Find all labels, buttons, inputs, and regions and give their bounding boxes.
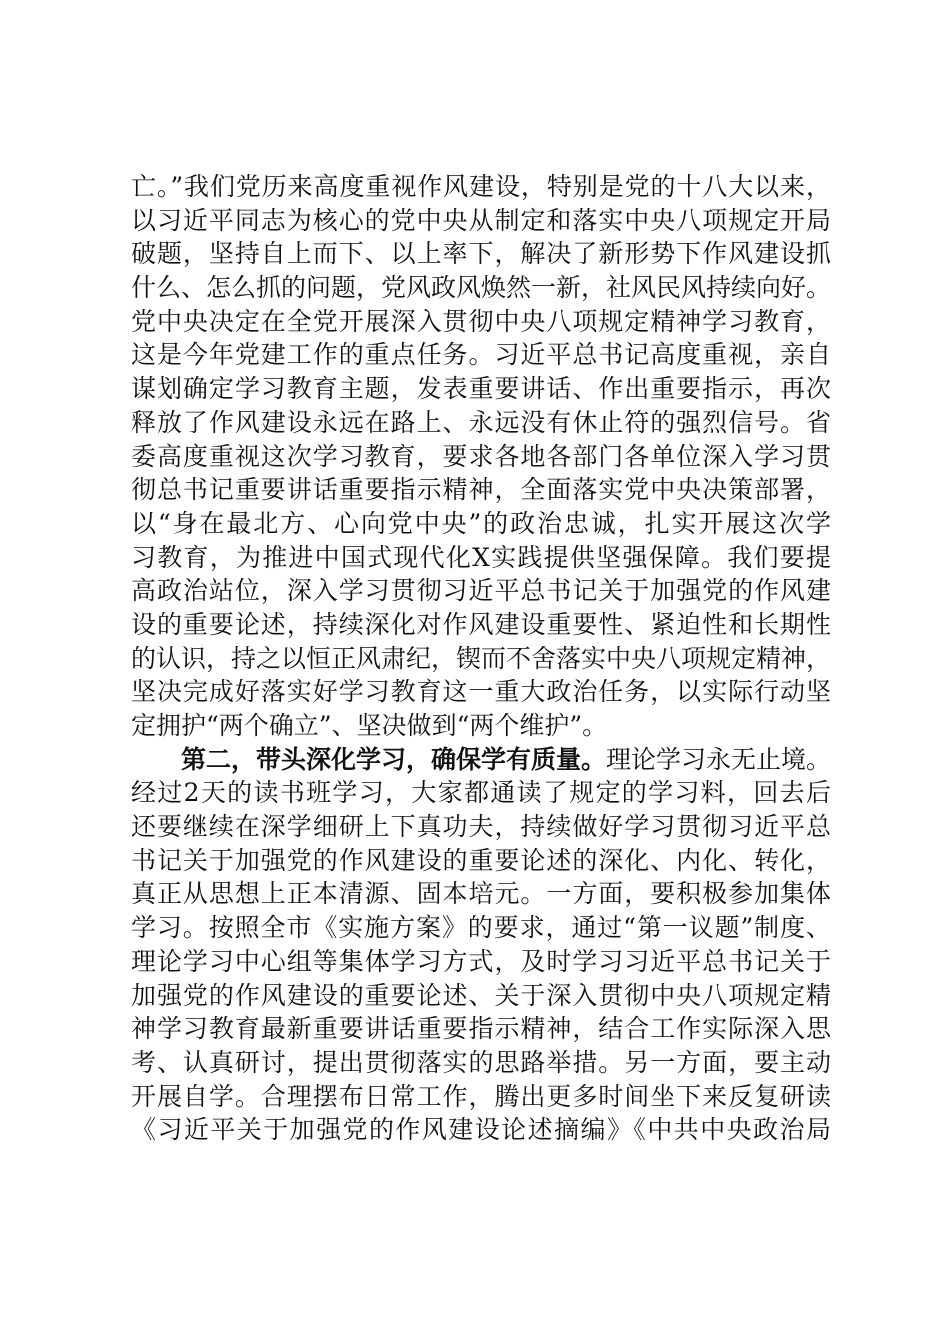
text-line: 《习近平关于加强党的作风建设论述摘编》《中共中央政治局 bbox=[131, 1115, 831, 1145]
heading-line-text: 理论学习永无止境。 bbox=[606, 744, 832, 774]
text-line: 神学习教育最新重要讲话重要指示精神，结合工作实际深入思 bbox=[131, 1014, 831, 1044]
text-line: 亡。”我们党历来高度重视作风建设，特别是党的十八大以来， bbox=[131, 172, 831, 201]
text-line: 谋划确定学习教育主题，发表重要讲话、作出重要指示，再次 bbox=[131, 374, 831, 404]
text-line: 的认识，持之以恒正风肃纪，锲而不舍落实中央八项规定精神， bbox=[131, 643, 832, 673]
text-line: 高政治站位，深入学习贯彻习近平总书记关于加强党的作风建 bbox=[131, 576, 831, 606]
text-line: 还要继续在深学细研上下真功夫，持续做好学习贯彻习近平总 bbox=[131, 812, 831, 842]
text-line: 彻总书记重要讲话重要指示精神，全面落实党中央决策部署， bbox=[131, 475, 831, 505]
paragraph-heading-line bbox=[131, 743, 831, 777]
text-line: 经过2天的读书班学习，大家都通读了规定的学习料，回去后 bbox=[131, 778, 831, 808]
text-line: 什么、怎么抓的问题，党风政风焕然一新，社风民风持续向好。 bbox=[131, 273, 832, 303]
text-line: 以习近平同志为核心的党中央从制定和落实中央八项规定开局 bbox=[131, 205, 831, 235]
text-line: 习教育，为推进中国式现代化X实践提供坚强保障。我们要提 bbox=[131, 542, 831, 572]
text-line: 真正从思想上正本清源、固本培元。一方面，要积极参加集体 bbox=[131, 879, 831, 909]
text-line: 坚决完成好落实好学习教育这一重大政治任务，以实际行动坚 bbox=[131, 677, 831, 707]
text-line: 破题，坚持自上而下、以上率下，解决了新形势下作风建设抓 bbox=[131, 239, 831, 269]
text-line: 理论学习中心组等集体学习方式，及时学习习近平总书记关于 bbox=[131, 946, 831, 976]
text-line: 设的重要论述，持续深化对作风建设重要性、紧迫性和长期性 bbox=[131, 609, 831, 639]
body-text bbox=[131, 170, 831, 1147]
text-line: 学习。按照全市《实施方案》的要求，通过“第一议题”制度、 bbox=[131, 913, 831, 943]
text-line: 书记关于加强党的作风建设的重要论述的深化、内化、转化， bbox=[131, 845, 831, 875]
text-line: 这是今年党建工作的重点任务。习近平总书记高度重视，亲自 bbox=[131, 340, 831, 370]
text-line: 加强党的作风建设的重要论述、关于深入贯彻中央八项规定精 bbox=[131, 980, 831, 1010]
text-line: 党中央决定在全党开展深入贯彻中央八项规定精神学习教育， bbox=[131, 306, 831, 336]
text-line: 以“身在最北方、心向党中央”的政治忠诚，扎实开展这次学 bbox=[131, 508, 831, 538]
text-line: 释放了作风建设永远在路上、永远没有休止符的强烈信号。省 bbox=[131, 407, 831, 437]
text-line: 定拥护“两个确立”、坚决做到“两个维护”。 bbox=[131, 711, 608, 740]
text-line: 考、认真研讨，提出贯彻落实的思路举措。另一方面，要主动 bbox=[131, 1047, 831, 1077]
text-line: 开展自学。合理摆布日常工作，腾出更多时间坐下来反复研读 bbox=[131, 1081, 831, 1111]
text-line: 委高度重视这次学习教育，要求各地各部门各单位深入学习贯 bbox=[131, 441, 831, 471]
section-heading: 第二，带头深化学习，确保学有质量。 bbox=[181, 744, 607, 774]
